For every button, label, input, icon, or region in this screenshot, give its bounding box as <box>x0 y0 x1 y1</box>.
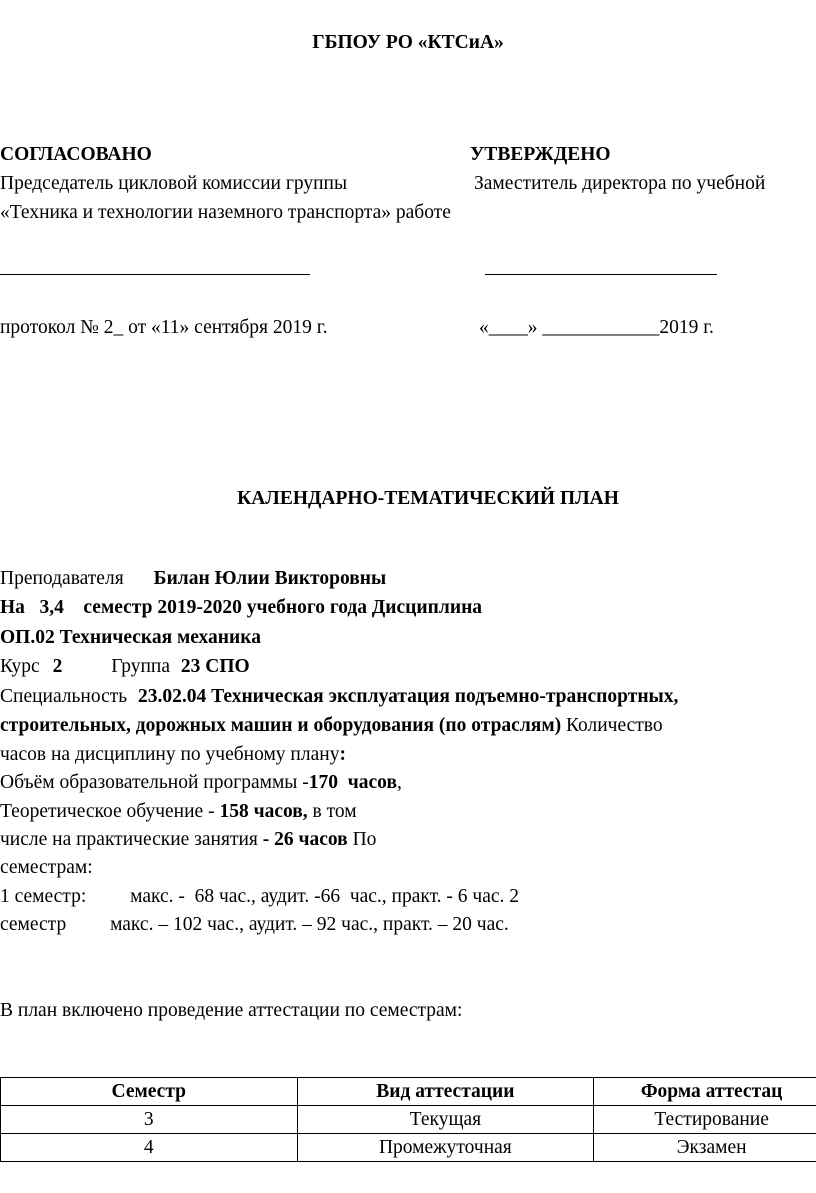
specialty-line-1 <box>0 687 678 707</box>
signature-line-left <box>0 274 310 275</box>
practice-value: - 26 часов <box>262 829 348 850</box>
cell-attestation-type: Промежуточная <box>297 1134 594 1162</box>
volume-comma: , <box>396 772 402 793</box>
practice-label: числе на практические занятия <box>0 829 258 850</box>
specialty-value-1: 23.02.04 Техническая эксплуатация подъемно-транспортных, <box>138 686 679 707</box>
hours-intro-1: Количество <box>565 715 663 736</box>
semester-1-hours: 1 семестр: макс. - 68 час., аудит. -66 час., практ. - 6 час. 2 <box>0 886 520 907</box>
course-value: 2 <box>52 656 63 677</box>
group-value: 23 СПО <box>180 656 250 677</box>
page-title: КАЛЕНДАРНО-ТЕМАТИЧЕСКИЙ ПЛАН <box>237 488 619 509</box>
table-row <box>1 1106 816 1134</box>
header-attestation-type: Вид аттестации <box>297 1078 594 1106</box>
semester-line: На 3,4 семестр 2019-2020 учебного года Дисциплина <box>0 597 483 618</box>
attestation-table <box>0 1077 816 1162</box>
volume-label: Объём образовательной программы - <box>0 772 309 793</box>
header-semester: Семестр <box>1 1078 298 1106</box>
teacher-label: Преподавателя <box>0 568 124 589</box>
approved-right-heading: УТВЕРЖДЕНО <box>470 144 611 165</box>
theory-value: 158 часов, <box>219 801 308 822</box>
cell-attestation-type: Текущая <box>297 1106 594 1134</box>
signature-line-right <box>485 274 717 275</box>
protocol-line: протокол № 2_ от «11» сентября 2019 г. <box>0 317 328 338</box>
teacher-name: Билан Юлии Викторовны <box>153 568 387 589</box>
teacher-line <box>0 569 386 589</box>
org-header: ГБПОУ РО «КТСиА» <box>312 32 504 53</box>
specialty-value-2: строительных, дорожных машин и оборудования (по отраслям) <box>0 715 562 736</box>
discipline-line: ОП.02 Техническая механика <box>0 627 261 648</box>
hours-intro-colon: : <box>339 744 346 765</box>
deputy-director-line: Заместитель директора по учебной <box>474 173 766 194</box>
cell-semester: 4 <box>1 1134 298 1162</box>
cell-semester: 3 <box>1 1106 298 1134</box>
approved-left-heading: СОГЛАСОВАНО <box>0 144 152 165</box>
theory-tail: в том <box>307 801 357 822</box>
attestation-intro: В план включено проведение аттестации по семестрам: <box>0 1000 463 1021</box>
table-row <box>1 1134 816 1162</box>
specialty-line-2 <box>0 716 663 736</box>
hours-intro-line <box>0 745 346 765</box>
specialty-label: Специальность <box>0 686 128 707</box>
hours-intro-2: часов на дисциплину по учебному плану <box>0 744 340 765</box>
commission-name-line: «Техника и технологии наземного транспорта» работе <box>0 202 451 223</box>
practice-tail: По <box>352 829 377 850</box>
group-label: Группа <box>111 656 171 677</box>
commission-chair-line: Председатель цикловой комиссии группы <box>0 173 348 194</box>
cell-attestation-form: Тестирование <box>594 1106 816 1134</box>
table-header-row <box>1 1078 816 1106</box>
theory-line <box>0 802 357 822</box>
theory-label: Теоретическое обучение - <box>0 801 215 822</box>
volume-value: 170 часов <box>308 772 397 793</box>
approval-date-line: «____» ____________2019 г. <box>479 317 714 338</box>
course-label: Курс <box>0 656 40 677</box>
header-attestation-form: Форма аттестац <box>594 1078 816 1106</box>
practice-line <box>0 830 376 850</box>
semester-2-hours: семестр макс. – 102 час., аудит. – 92 час., практ. – 20 час. <box>0 914 509 935</box>
cell-attestation-form: Экзамен <box>594 1134 816 1162</box>
by-semesters-line: семестрам: <box>0 857 93 878</box>
volume-line <box>0 773 402 793</box>
course-group-line <box>0 657 250 677</box>
